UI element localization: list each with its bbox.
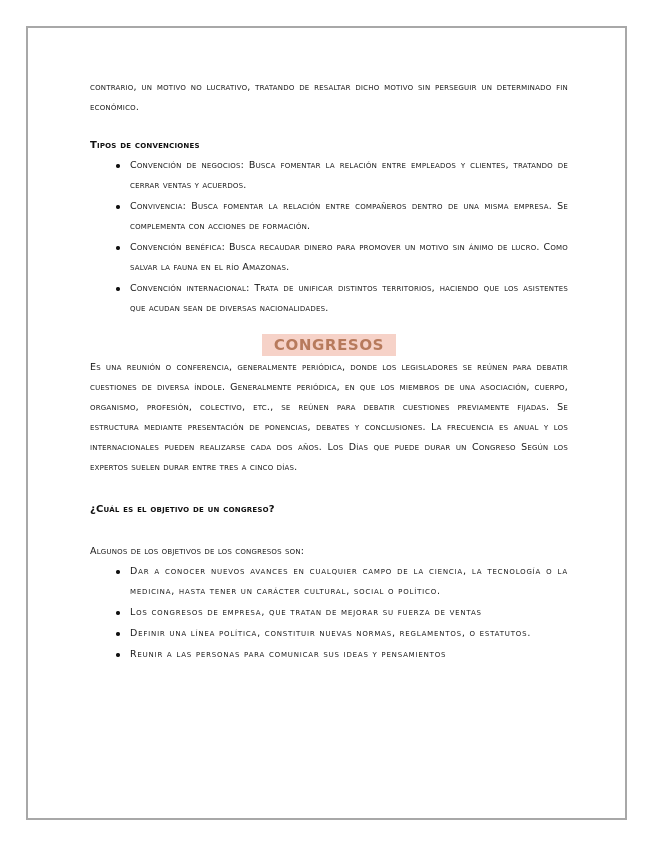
list-item: Definir una línea política, constituir nuevas normas, reglamentos, o estatutos. [130,624,568,644]
congresos-paragraph: Es una reunión o conferencia, generalmente periódica, donde los legisladores se reúnen para debatir cuestiones de diversa índole. Generalmente periódica, en que los miembros de una asociación, cuerpo, organismo, profesión, colectivo, etc., se reúnen para debatir cuestiones previamente fijadas. Se estructura mediante presentación de ponencias, debates y conclusiones. La frecuencia es anual y los internacionales pueden realizarse cada dos años. Los Días que puede durar un Congreso Según los expertos suelen durar entre tres a cinco días. [90,362,568,473]
page-content [90,78,568,666]
list-item: Convivencia: Busca fomentar la relación entre compañeros dentro de una misma empresa. Se complementa con acciones de formación. [130,197,568,237]
objetivo-heading: ¿Cuál es el objetivo de un congreso? [90,504,275,515]
document-page [26,26,627,820]
list-item: Convención benéfica: Busca recaudar dinero para promover un motivo sin ánimo de lucro. Como salvar la fauna en el río Amazonas. [130,238,568,278]
list-item: Convención de negocios: Busca fomentar la relación entre empleados y clientes, tratando de cerrar ventas y acuerdos. [130,156,568,196]
intro-paragraph: contrario, un motivo no lucrativo, tratando de resaltar dicho motivo sin perseguir un determinado fin económico. [90,82,568,113]
congresos-title: CONGRESOS [262,334,396,356]
convenciones-heading: Tipos de convenciones [90,140,200,151]
list-item: Convención internacional: Trata de unificar distintos territorios, haciendo que los asistentes que acudan sean de diversas nacionalidades. [130,279,568,319]
list-item: Reunir a las personas para comunicar sus ideas y pensamientos [130,645,568,665]
congresos-title-wrap [90,334,568,356]
list-item: Dar a conocer nuevos avances en cualquier campo de la ciencia, la tecnología o la medicina, hasta tener un carácter cultural, social o político. [130,562,568,602]
objetivo-list [90,562,568,665]
convenciones-list [90,156,568,319]
list-item: Los congresos de empresa, que tratan de mejorar su fuerza de ventas [130,603,568,623]
objetivo-lead: Algunos de los objetivos de los congresos son: [90,546,305,557]
